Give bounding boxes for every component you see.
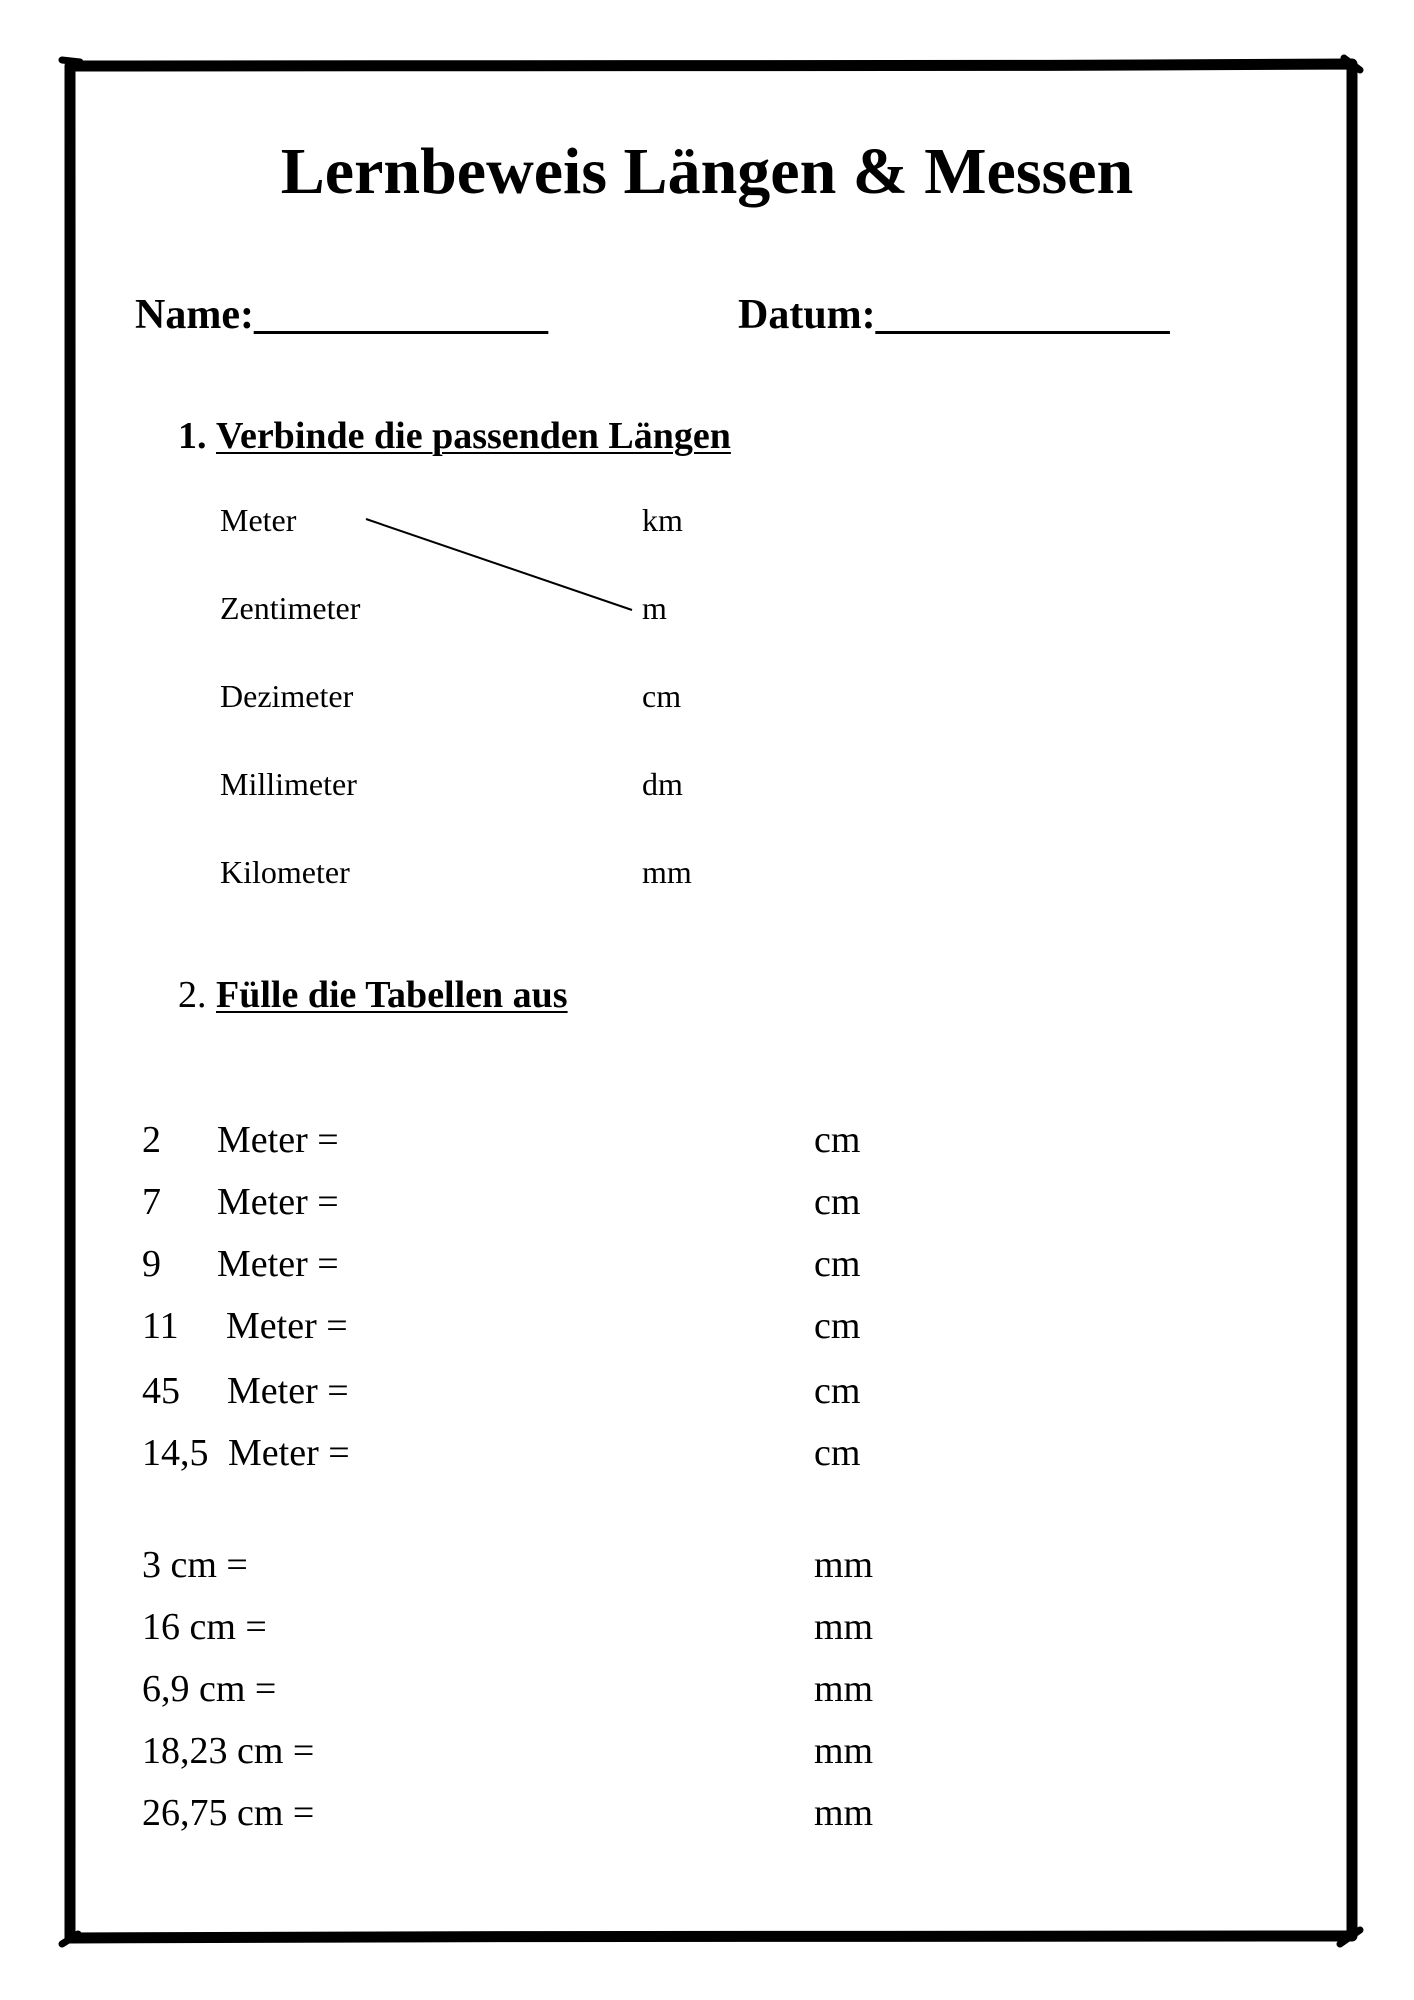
- table1-answer-unit: cm: [814, 1370, 861, 1412]
- table2-expression: 3 cm =: [142, 1544, 248, 1586]
- table2-answer-unit: mm: [814, 1730, 874, 1772]
- match-right-item: km: [642, 502, 683, 538]
- match-left-item: Zentimeter: [220, 590, 361, 626]
- table1-answer-unit: cm: [814, 1305, 861, 1347]
- table1-value: 14,5: [142, 1432, 209, 1474]
- match-right-item: cm: [642, 678, 682, 714]
- table2-answer-unit: mm: [814, 1668, 874, 1710]
- section-2-number: 2.: [178, 974, 207, 1016]
- section-1-number: 1.: [178, 415, 207, 457]
- table1-unit: Meter =: [227, 1370, 349, 1412]
- table2-expression: 26,75 cm =: [142, 1792, 315, 1834]
- table2-expression: 18,23 cm =: [142, 1730, 315, 1772]
- table1-value: 45: [142, 1370, 180, 1412]
- table2-answer-unit: mm: [814, 1606, 874, 1648]
- example-connection-line: [366, 519, 632, 610]
- table1-value: 11: [142, 1305, 179, 1347]
- match-left-item: Dezimeter: [220, 678, 354, 714]
- table2-answer-unit: mm: [814, 1792, 874, 1834]
- match-left-item: Kilometer: [220, 854, 350, 890]
- table2-expression: 6,9 cm =: [142, 1668, 277, 1710]
- table1-unit: Meter =: [228, 1432, 350, 1474]
- page-title: Lernbeweis Längen & Messen: [280, 135, 1134, 208]
- match-right-item: mm: [642, 854, 692, 890]
- table1-answer-unit: cm: [814, 1119, 861, 1161]
- section-2-heading: [178, 972, 568, 1018]
- match-left-item: Millimeter: [220, 766, 357, 802]
- table1-unit: Meter =: [217, 1119, 339, 1161]
- section-1-title: Verbinde die passenden Längen: [216, 415, 731, 457]
- table2-expression: 16 cm =: [142, 1606, 267, 1648]
- section-2-title: Fülle die Tabellen aus: [216, 974, 568, 1016]
- match-left-item: Meter: [220, 502, 297, 538]
- date-field[interactable]: Datum:______________: [738, 292, 1170, 338]
- table1-unit: Meter =: [217, 1243, 339, 1285]
- section-1-heading: [178, 413, 731, 459]
- table1-answer-unit: cm: [814, 1243, 861, 1285]
- table1-answer-unit: cm: [814, 1181, 861, 1223]
- table1-value: 9: [142, 1243, 161, 1285]
- table1-unit: Meter =: [226, 1305, 348, 1347]
- name-field[interactable]: Name:______________: [135, 292, 548, 338]
- table1-unit: Meter =: [217, 1181, 339, 1223]
- match-right-item: dm: [642, 766, 683, 802]
- table1-value: 2: [142, 1119, 161, 1161]
- match-right-item: m: [642, 590, 667, 626]
- table1-value: 7: [142, 1181, 161, 1223]
- table2-answer-unit: mm: [814, 1544, 874, 1586]
- table1-answer-unit: cm: [814, 1432, 861, 1474]
